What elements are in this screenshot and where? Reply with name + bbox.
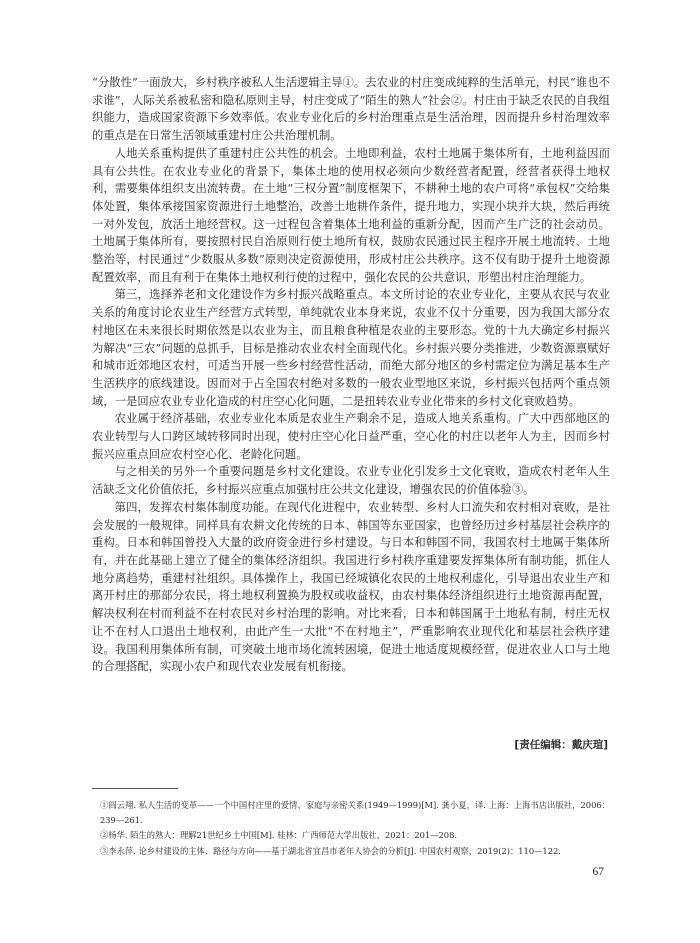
responsible-editor: [责任编辑：戴庆瑄]: [514, 739, 608, 751]
body-text: [92, 74, 610, 676]
paragraph: “分散性”一面放大，乡村秩序被私人生活逻辑主导①。去农业的村庄变成纯粹的生活单元，村民“谁也不求谁”，人际关系被私密和隐私原则主导，村庄变成了“陌生的熟人”社会②。村庄由于缺乏农民的自我组织能力，造成国家资源下乡效率低。农业专业化后的乡村治理重点是生活治理，因而提升乡村治理效率的重点是在日常生活领域重建村庄公共治理机制。: [92, 76, 610, 143]
footnotes: [92, 798, 610, 859]
footnote: ②杨华. 陌生的熟人：理解21世纪乡土中国[M]. 桂林：广西师范大学出版社，2021：201—208.: [100, 830, 458, 841]
paragraph: 农业属于经济基础，农业专业化本质是农业生产剩余不足，造成人地关系重构。广大中西部地区的农业转型与人口跨区域转移同时出现，使村庄空心化日益严重，空心化的村庄以老年人为主，因而乡村振兴应重点回应农村空心化、老龄化问题。: [92, 412, 610, 461]
footnote: ①阎云翔. 私人生活的变革——一个中国村庄里的爱情、家庭与亲密关系(1949—1999)[M]. 龚小夏，译. 上海：上海书店出版社，2006：239—261.: [100, 800, 610, 826]
paragraph: 与之相关的另外一个重要问题是乡村文化建设。农业专业化引发乡土文化衰败，造成农村老年人生活缺乏文化价值依托，乡村振兴应重点加强村庄公共文化建设，增强农民的价值体验③。: [92, 465, 610, 497]
footnote-divider: [92, 788, 178, 789]
paragraph: 人地关系重构提供了重建村庄公共性的机会。土地即利益，农村土地属于集体所有，土地利益因而具有公共性。在农业专业化的背景下，集体土地的使用权必须向少数经营者配置，经营者获得土地权利，需要集体组织支出流转费。在土地“三权分置”制度框架下，不耕种土地的农户可将“承包权”交给集体处置，集体承接国家资源进行土地整治，改善土地耕作条件，提升地力，实现小块并大块，然后再统一对外发包，放活土地经营权。这一过程包含着集体土地利益的重新分配，因而产生广泛的社会动员。土地属于集体所有，要按照村民自治原则行使土地所有权，鼓励农民通过民主程序开展土地流转、土地整治等，村民通过“少数服从多数”原则决定资源使用，形成村庄公共秩序。这不仅有助于提升土地资源配置效率，而且有利于在集体土地权利行使的过程中，强化农民的公共意识，形塑出村庄治理能力。: [92, 146, 610, 284]
footnote: ③李永萍. 论乡村建设的主体、路径与方向——基于湖北省宜昌市老年人协会的分析[J]. 中国农村观察，2019(2)：110—122.: [100, 845, 561, 856]
paragraph: 第三，选择养老和文化建设作为乡村振兴战略重点。本文所讨论的农业专业化，主要从农民与农业关系的角度讨论农业生产经营方式转型，单纯就农业本身来说，农业不仅十分重要，因为我国大部分农村地区在未来很长时期依然是以农业为主，而且粮食种植是农业的主要形态。党的十九大确定乡村振兴为解决“三农”问题的总抓手，目标是推动农业农村全面现代化。乡村振兴要分类推进，少数资源禀赋好和城市近郊地区农村，可适当开展一些乡村经营性活动，而绝大部分地区的乡村需定位为满足基本生产生活秩序的底线建设。因而对于占全国农村绝对多数的一般农业型地区来说，乡村振兴包括两个重点领域，一是回应农业专业化造成的村庄空心化问题，二是扭转农业专业化带来的乡村文化衰败趋势。: [92, 288, 610, 408]
page-number: 67: [592, 866, 604, 878]
journal-page: [92, 0, 610, 943]
paragraph: 第四，发挥农村集体制度功能。在现代化进程中，农业转型、乡村人口流失和农村相对衰败，是社会发展的一般规律。同样具有农耕文化传统的日本、韩国等东亚国家，也曾经历过乡村基层社会秩序的重构。日本和韩国曾投入大量的政府资金进行乡村建设。与日本和韩国不同，我国农村土地属于集体所有，并在此基础上建立了健全的集体经济组织。我国进行乡村秩序重建要发挥集体所有制功能，抓住人地分离趋势，重建村社组织。具体操作上，我国已经城镇化农民的土地权利虚化，引导退出农业生产和离开村庄的那部分农民，将土地权利置换为股权或收益权，由农村集体经济组织进行土地资源再配置，解决权利在村而利益不在村农民对乡村治理的影响。对比来看，日本和韩国属于土地私有制，村庄无权让不在村人口退出土地权利，由此产生一大批“不在村地主”，严重影响农业现代化和基层社会秩序建设。我国利用集体所有制，可突破土地市场化流转困境，促进土地适度规模经营，促进农业人口与土地的合理搭配，实现小农户和现代农业发展有机衔接。: [92, 500, 610, 674]
